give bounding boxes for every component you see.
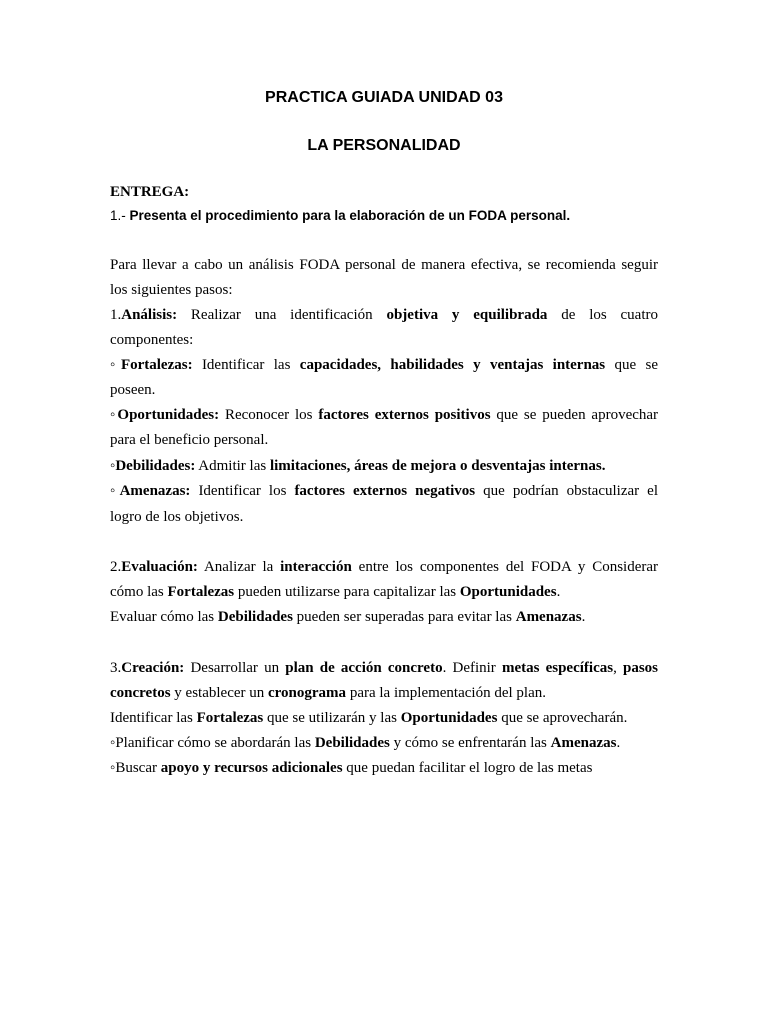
item-fortalezas: ◦Fortalezas: Identificar las capacidades, habilidades y ventajas internas que se [110,357,659,373]
item-amenazas-line-2: logro de los objetivos. [110,509,244,525]
step-2-line-2: cómo las Fortalezas pueden utilizarse para capitalizar las Oportunidades. [110,584,561,600]
document-title: PRACTICA GUIADA UNIDAD 03 [265,89,503,106]
item-debilidades: ◦Debilidades: Admitir las limitaciones, áreas de mejora o desventajas internas. [110,458,606,474]
step-3-creacion: 3.Creación: Desarrollar un plan de acción concreto. Definir metas específicas, pasos [110,660,659,676]
item-oportunidades-line-2: para el beneficio personal. [110,432,269,448]
item-fortalezas-line-2: poseen. [110,382,156,398]
step-3-item-planificar: ◦Planificar cómo se abordarán las Debilidades y cómo se enfrentarán las Amenazas. [110,735,621,751]
item-oportunidades: ◦Oportunidades: Reconocer los factores externos positivos que se pueden aprovechar [110,407,659,423]
step-2-line-3: Evaluar cómo las Debilidades pueden ser superadas para evitar las Amenazas. [110,609,586,625]
step-3-line-2: concretos y establecer un cronograma para la implementación del plan. [110,685,546,701]
entrega-question: 1.- Presenta el procedimiento para la elaboración de un FODA personal. [110,208,571,223]
intro-line-1: Para llevar a cabo un análisis FODA personal de manera efectiva, se recomienda seguir [110,257,658,273]
step-1-analisis: 1.Análisis: Realizar una identificación objetiva y equilibrada de los cuatro [110,307,658,323]
entrega-heading: ENTREGA: [110,184,190,200]
intro-line-2: los siguientes pasos: [110,282,233,298]
step-3-line-3: Identificar las Fortalezas que se utilizarán y las Oportunidades que se aprovecharán. [110,710,628,726]
item-amenazas: ◦Amenazas: Identificar los factores externos negativos que podrían obstaculizar el [110,483,658,499]
step-1-line-2: componentes: [110,332,194,348]
step-3-item-buscar: ◦Buscar apoyo y recursos adicionales que puedan facilitar el logro de las metas [110,760,593,776]
document-subtitle: LA PERSONALIDAD [307,137,461,154]
step-2-evaluacion: 2.Evaluación: Analizar la interacción entre los componentes del FODA y Considerar [110,559,659,575]
